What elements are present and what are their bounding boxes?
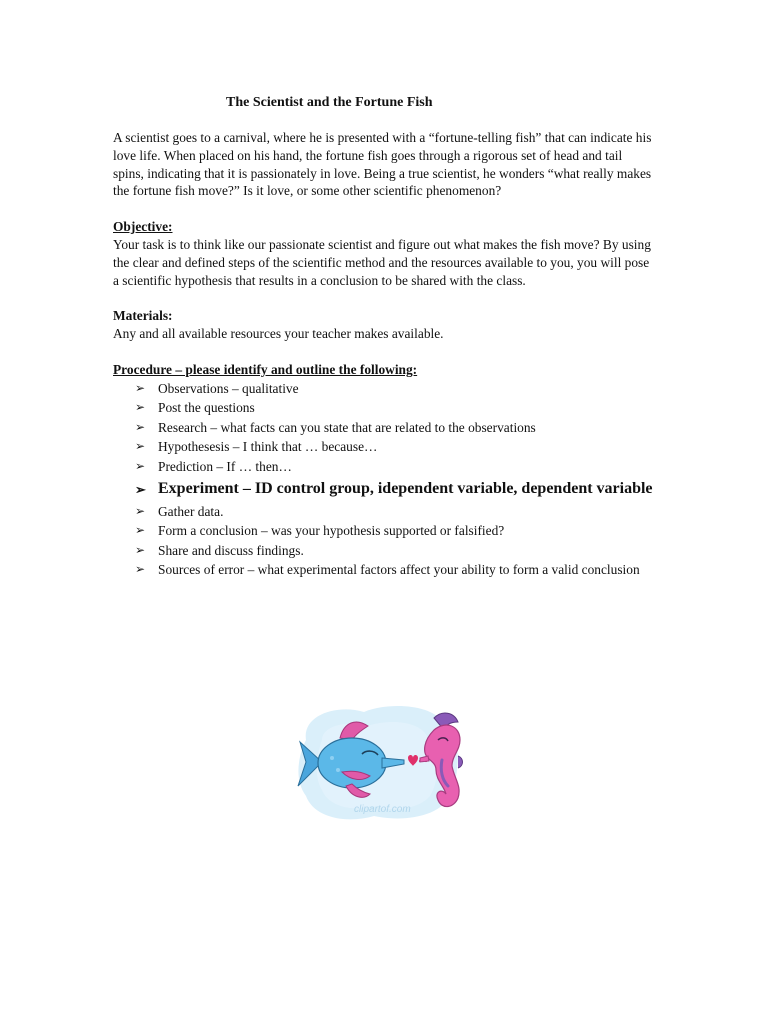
arrow-bullet-icon: ➢	[135, 523, 146, 538]
watermark-text: clipartof.com	[354, 804, 411, 815]
fish-and-seahorse-illustration	[292, 700, 464, 824]
arrow-bullet-icon: ➢	[135, 503, 146, 518]
list-item-text: Hypothesesis – I think that … because…	[158, 439, 378, 455]
document-content	[113, 94, 653, 580]
arrow-bullet-icon: ➢	[135, 400, 146, 415]
document-title: The Scientist and the Fortune Fish	[226, 95, 433, 110]
list-item-text: Share and discuss findings.	[158, 542, 304, 558]
intro-paragraph: A scientist goes to a carnival, where he is presented with a “fortune-telling fish” that can indicate his love life. When placed on his hand, the fortune fish goes through a rigorous set of head and tail spins, indicating that it is passionately in love. Being a true scientist, he wonders “what really makes the fortune fish move?” Is it love, or some other scientific phenomenon?	[113, 130, 652, 199]
objective-text: Your task is to think like our passionate scientist and figure out what makes the fish move? By using the clear and defined steps of the scientific method and the resources available to you, you will pose a scientific hypothesis that results in a conclusion to be shared with the class.	[113, 236, 651, 288]
procedure-list	[113, 379, 653, 580]
materials-text: Any and all available resources your teacher makes available.	[113, 326, 444, 342]
procedure-section	[113, 361, 653, 580]
list-item-text: Research – what facts can you state that are related to the observations	[158, 419, 536, 435]
list-item	[113, 379, 653, 399]
list-item	[113, 521, 653, 541]
arrow-bullet-icon: ➢	[135, 542, 146, 557]
objective-heading: Objective:	[113, 219, 173, 235]
materials-heading: Materials:	[113, 308, 173, 324]
list-item-text: Post the questions	[158, 400, 255, 416]
clipart-svg	[292, 700, 464, 824]
list-item-text: Form a conclusion – was your hypothesis supported or falsified?	[158, 523, 505, 539]
list-item	[113, 437, 653, 457]
list-item	[113, 457, 653, 477]
arrow-bullet-icon: ➢	[135, 482, 146, 498]
materials-section	[113, 307, 653, 343]
list-item	[113, 502, 653, 522]
list-item-text: Sources of error – what experimental factors affect your ability to form a valid conclusion	[158, 562, 640, 578]
list-item-text: Experiment – ID control group, idependent variable, dependent variable	[158, 480, 653, 498]
arrow-bullet-icon: ➢	[135, 380, 146, 395]
procedure-heading: Procedure – please identify and outline the following:	[113, 361, 418, 377]
list-item	[113, 560, 653, 580]
list-item-text: Gather data.	[158, 503, 224, 519]
arrow-bullet-icon: ➢	[135, 458, 146, 473]
list-item-text: Prediction – If … then…	[158, 458, 292, 474]
list-item	[113, 418, 653, 438]
objective-section	[113, 218, 653, 289]
list-item-text: Observations – qualitative	[158, 380, 299, 396]
list-item-emphasized	[113, 478, 653, 501]
list-item	[113, 541, 653, 561]
arrow-bullet-icon: ➢	[135, 562, 146, 577]
arrow-bullet-icon: ➢	[135, 439, 146, 454]
list-item	[113, 398, 653, 418]
arrow-bullet-icon: ➢	[135, 419, 146, 434]
